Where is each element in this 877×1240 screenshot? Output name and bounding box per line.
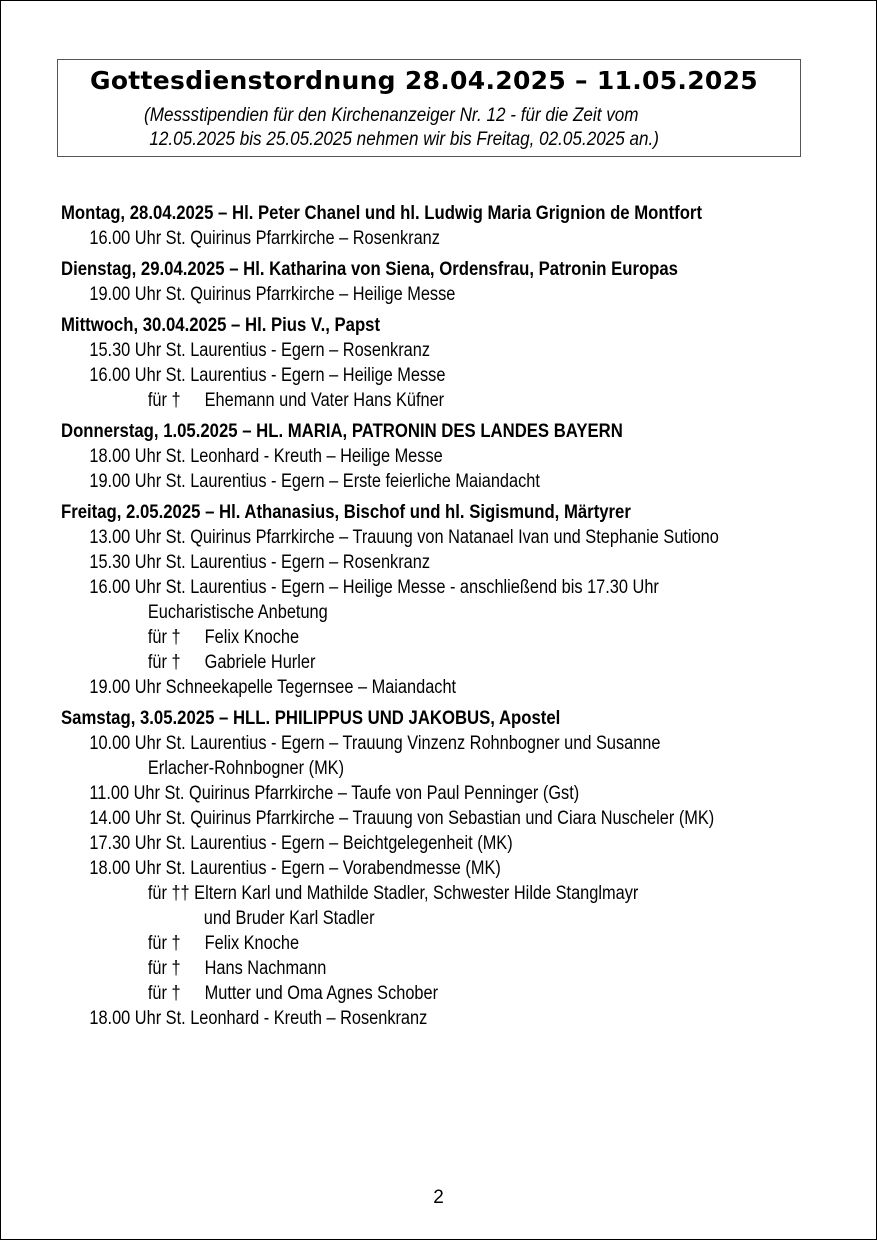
service-line: 16.00 Uhr St. Laurentius - Egern – Heilige Messe xyxy=(89,365,446,386)
intention-text: Felix Knoche xyxy=(204,933,300,954)
service-line: 15.30 Uhr St. Laurentius - Egern – Rosenkranz xyxy=(89,552,430,573)
service-line: 14.00 Uhr St. Quirinus Pfarrkirche – Trauung von Sebastian und Ciara Nuscheler (MK) xyxy=(89,808,715,829)
service-line: 19.00 Uhr St. Laurentius - Egern – Erste feierliche Maiandacht xyxy=(89,471,540,492)
mass-intention xyxy=(61,388,749,413)
page-title: Gottesdienstordnung 28.04.2025 – 11.05.2025 xyxy=(90,66,758,95)
header-note xyxy=(144,104,729,152)
service-line: 11.00 Uhr St. Quirinus Pfarrkirche – Taufe von Paul Penninger (Gst) xyxy=(89,783,580,804)
day-monday xyxy=(61,201,861,251)
mass-intention: für †† Eltern Karl und Mathilde Stadler, Schwester Hilde Stanglmayr xyxy=(147,883,639,904)
intention-prefix: für † xyxy=(147,627,181,648)
day-heading: Freitag, 2.05.2025 – Hl. Athanasius, Bischof und hl. Sigismund, Märtyrer xyxy=(61,502,631,523)
mass-intention xyxy=(61,981,749,1006)
day-heading: Donnerstag, 1.05.2025 – HL. MARIA, PATRONIN DES LANDES BAYERN xyxy=(61,421,623,442)
service-line: 16.00 Uhr St. Quirinus Pfarrkirche – Rosenkranz xyxy=(89,228,440,249)
intention-prefix: für † xyxy=(147,958,181,979)
intention-text: Hans Nachmann xyxy=(204,958,327,979)
header-box xyxy=(57,59,801,157)
day-thursday xyxy=(61,419,861,494)
day-heading: Mittwoch, 30.04.2025 – Hl. Pius V., Papst xyxy=(61,315,381,336)
service-line: 15.30 Uhr St. Laurentius - Egern – Rosenkranz xyxy=(89,340,430,361)
page-number: 2 xyxy=(433,1187,444,1208)
service-line: 10.00 Uhr St. Laurentius - Egern – Trauung Vinzenz Rohnbogner und Susanne xyxy=(89,733,661,754)
mass-intention xyxy=(61,956,749,981)
intention-text: Felix Knoche xyxy=(204,627,300,648)
service-line: 18.00 Uhr St. Laurentius - Egern – Vorabendmesse (MK) xyxy=(89,858,501,879)
intention-prefix: für † xyxy=(147,983,181,1004)
mass-intention xyxy=(61,931,749,956)
mass-intention-continuation: und Bruder Karl Stadler xyxy=(203,908,375,929)
header-note-line-1: (Messstipendien für den Kirchenanzeiger Nr. 12 - für die Zeit vom xyxy=(144,105,639,126)
day-wednesday xyxy=(61,313,861,413)
day-heading: Dienstag, 29.04.2025 – Hl. Katharina von Siena, Ordensfrau, Patronin Europas xyxy=(61,259,678,280)
service-line: 13.00 Uhr St. Quirinus Pfarrkirche – Trauung von Natanael Ivan und Stephanie Sutiono xyxy=(89,527,719,548)
service-line-continuation: Erlacher-Rohnbogner (MK) xyxy=(147,758,345,779)
intention-prefix: für † xyxy=(147,390,181,411)
service-line: 17.30 Uhr St. Laurentius - Egern – Beichtgelegenheit (MK) xyxy=(89,833,513,854)
service-line-continuation: Eucharistische Anbetung xyxy=(147,602,328,623)
header-note-line-2: 12.05.2025 bis 25.05.2025 nehmen wir bis Freitag, 02.05.2025 an.) xyxy=(149,129,659,150)
mass-intention xyxy=(61,625,749,650)
day-friday xyxy=(61,500,861,700)
intention-prefix: für † xyxy=(147,652,181,673)
intention-prefix: für † xyxy=(147,933,181,954)
intention-text: Gabriele Hurler xyxy=(204,652,316,673)
day-tuesday xyxy=(61,257,861,307)
intention-text: Mutter und Oma Agnes Schober xyxy=(204,983,439,1004)
day-heading: Montag, 28.04.2025 – Hl. Peter Chanel und hl. Ludwig Maria Grignion de Montfort xyxy=(61,203,703,224)
intention-text: Ehemann und Vater Hans Küfner xyxy=(204,390,445,411)
day-heading: Samstag, 3.05.2025 – HLL. PHILIPPUS UND JAKOBUS, Apostel xyxy=(61,708,561,729)
mass-intention xyxy=(61,650,749,675)
service-line: 18.00 Uhr St. Leonhard - Kreuth – Rosenkranz xyxy=(89,1008,428,1029)
service-line: 18.00 Uhr St. Leonhard - Kreuth – Heilige Messe xyxy=(89,446,443,467)
service-line: 19.00 Uhr St. Quirinus Pfarrkirche – Heilige Messe xyxy=(89,284,456,305)
service-line: 19.00 Uhr Schneekapelle Tegernsee – Maiandacht xyxy=(89,677,457,698)
service-line: 16.00 Uhr St. Laurentius - Egern – Heilige Messe - anschließend bis 17.30 Uhr xyxy=(89,577,659,598)
day-saturday xyxy=(61,706,861,1031)
schedule xyxy=(61,201,861,1037)
